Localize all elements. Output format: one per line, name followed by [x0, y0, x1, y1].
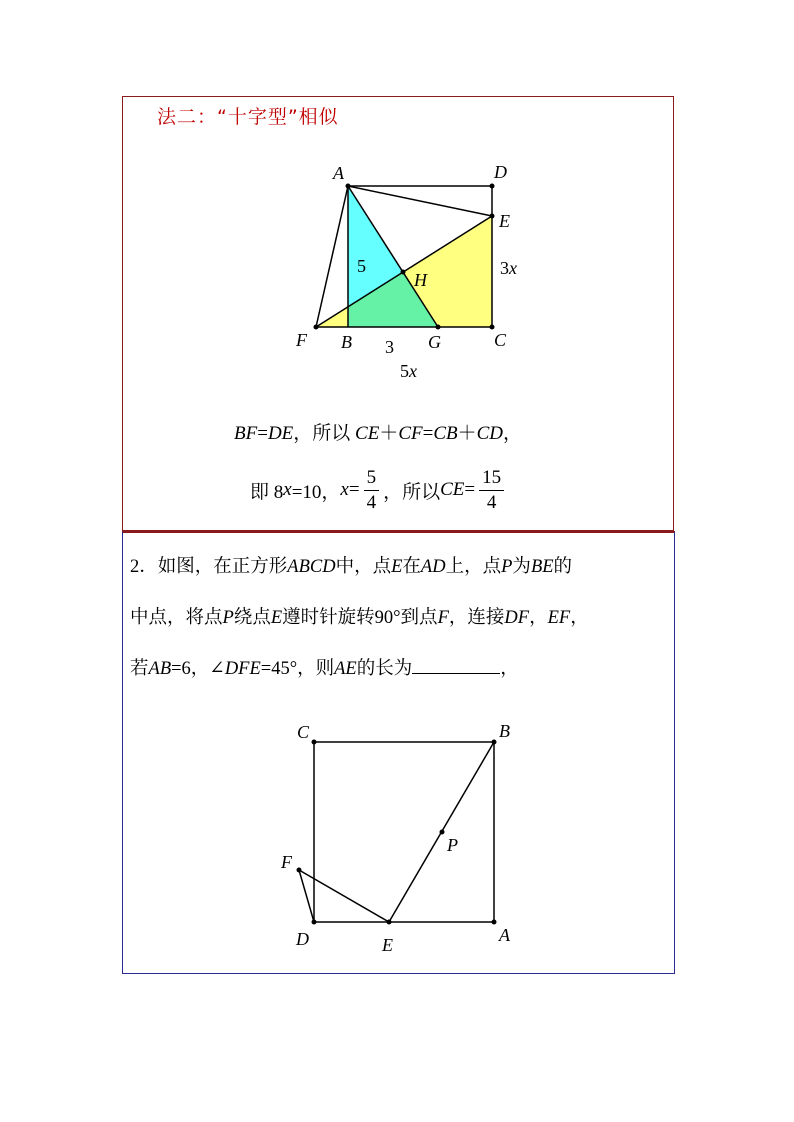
label-B2: B — [499, 721, 510, 741]
method-heading: 法二：“十字型”相似 — [157, 106, 339, 128]
label-D2: D — [296, 929, 309, 949]
solution-line-1: BF=DE，所以 CE＋CF=CB＋CD， — [234, 423, 523, 444]
label-F: F — [296, 330, 307, 350]
label-E: E — [499, 211, 510, 231]
label-C: C — [494, 330, 507, 350]
label-C2: C — [297, 722, 310, 742]
length-3x: 3x — [500, 258, 517, 278]
label-D: D — [494, 162, 507, 182]
figure-1 — [290, 160, 590, 390]
question-line-1: 2．如图，在正方形ABCD中，点E在AD上，点P为BE的 — [130, 557, 573, 577]
label-P2: P — [447, 835, 458, 855]
label-G: G — [428, 332, 441, 352]
label-F2: F — [281, 852, 292, 872]
solution-line-2: 即 8 x =10， x = $\frac{5}{4}$ ，所以 CE = $\frac{15}{4}$ — [250, 460, 508, 520]
length-5: 5 — [357, 256, 366, 276]
length-3: 3 — [385, 337, 394, 357]
figure-2 — [275, 715, 535, 965]
question-line-2: 中点，将点P绕点E遵时针旋转90°到点F，连接DF，EF， — [130, 608, 589, 628]
label-H: H — [414, 270, 427, 290]
label-A: A — [333, 163, 344, 183]
fraction-ce: $\frac{15}{4}$ — [479, 466, 504, 515]
length-5x: 5x — [400, 361, 417, 381]
label-B: B — [341, 332, 352, 352]
answer-blank[interactable] — [412, 657, 500, 674]
label-E2: E — [382, 935, 393, 955]
fraction-x: $\frac{5}{4}$ — [364, 466, 380, 515]
label-A2: A — [499, 925, 510, 945]
question-line-3: 若AB=6，∠DFE=45°，则AE的长为 ， — [130, 659, 519, 679]
